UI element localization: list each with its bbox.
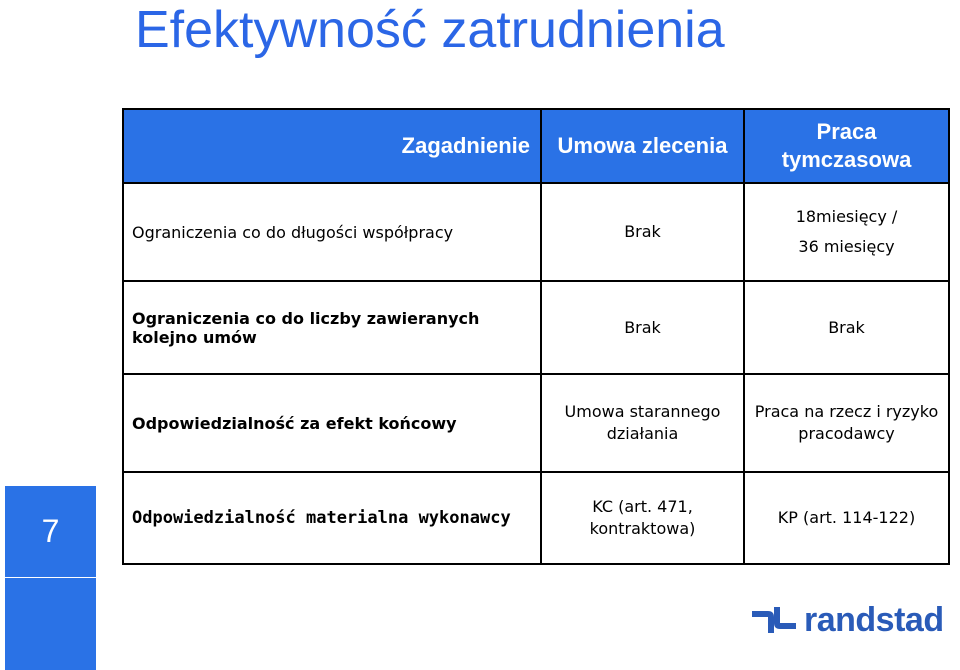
cell-line: 36 miesięcy	[798, 237, 895, 256]
cell-line: 18miesięcy /	[795, 207, 898, 226]
cell-value	[744, 183, 949, 281]
cell-value: KP (art. 114-122)	[744, 472, 949, 564]
page-title: Efektywność zatrudnienia	[135, 1, 725, 59]
table-header-row	[123, 109, 949, 183]
table-row	[123, 281, 949, 374]
slide-number: 7	[41, 513, 60, 549]
cell-value: Praca na rzecz i ryzyko pracodawcy	[744, 374, 949, 472]
header-civil-contract: Umowa zlecenia	[541, 109, 744, 183]
randstad-logo	[750, 600, 950, 640]
header-temporary-work: Praca tymczasowa	[744, 109, 949, 183]
randstad-logo-icon	[750, 605, 798, 635]
row-label: Odpowiedzialność za efekt końcowy	[123, 374, 541, 472]
cell-value: Brak	[744, 281, 949, 374]
row-label: Ograniczenia co do długości współpracy	[123, 183, 541, 281]
table-row	[123, 374, 949, 472]
sidebar-block-bottom	[5, 578, 96, 670]
cell-value: KC (art. 471, kontraktowa)	[541, 472, 744, 564]
header-topic: Zagadnienie	[123, 109, 541, 183]
cell-value: Umowa starannego działania	[541, 374, 744, 472]
table-row	[123, 472, 949, 564]
logo-text: randstad	[804, 600, 944, 639]
row-label: Odpowiedzialność materialna wykonawcy	[123, 472, 541, 564]
cell-value: Brak	[541, 183, 744, 281]
row-label: Ograniczenia co do liczby zawieranych kolejno umów	[123, 281, 541, 374]
table-row	[123, 183, 949, 281]
comparison-table	[122, 108, 950, 565]
cell-value: Brak	[541, 281, 744, 374]
